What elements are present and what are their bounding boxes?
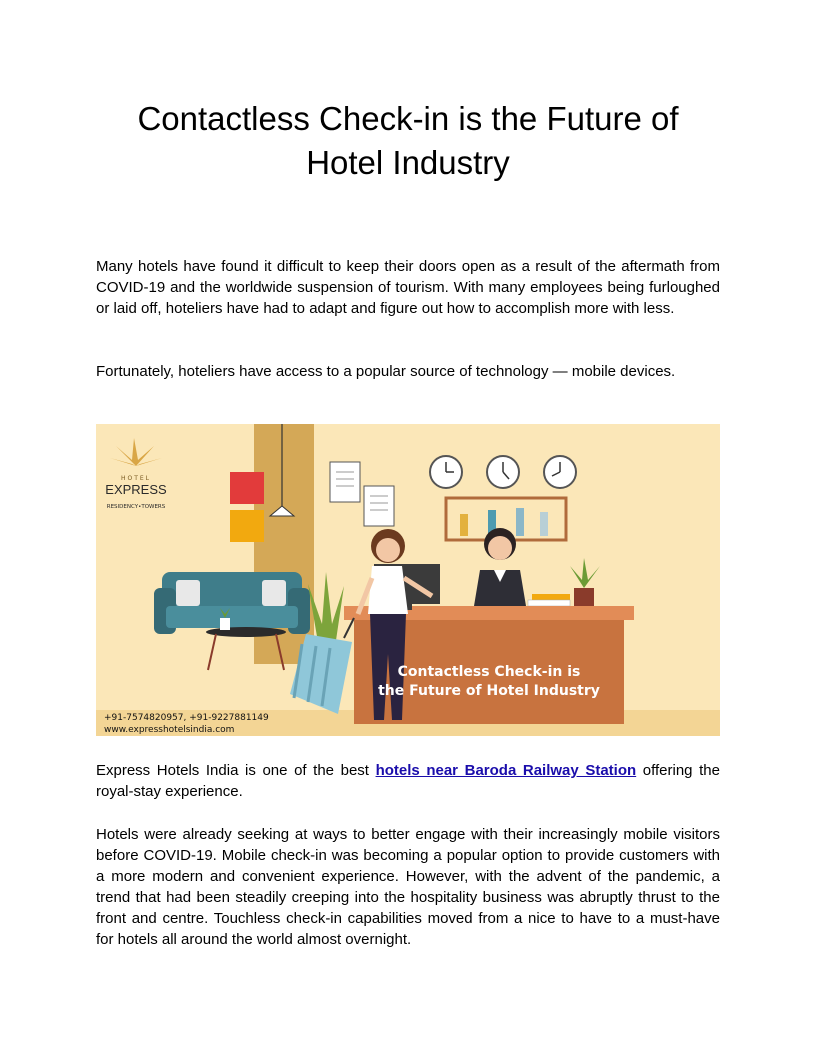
page-title: Contactless Check-in is the Future of Hotel Industry xyxy=(137,100,679,181)
mobile-devices-paragraph: Fortunately, hoteliers have access to a popular source of technology — mobile devices. xyxy=(96,363,676,380)
banner-caption-line2: the Future of Hotel Industry xyxy=(378,683,600,699)
logo-express-text: EXPRESS xyxy=(105,482,167,497)
mobile-checkin-paragraph: Hotels were already seeking at ways to better engage with their increasingly mobile visitors before COVID-19. Mobile check-in was becoming a popular option to provide customers with a more modern and convenient experience. However, with the advent of the pandemic, a trend that had been steadily creeping into the hospitality business was abruptly thrust to the front and centre. Touchless check-in capabilities moved from a nice to have to a must-have for hotels all around the world almost overnight. xyxy=(96,826,720,948)
paragraph-text-before-link: Express Hotels India is one of the best xyxy=(96,762,376,779)
paragraph-text-after-link: offering the royal-stay experience. xyxy=(96,762,720,800)
logo-residency-text: RESIDENCY•TOWERS xyxy=(106,504,166,510)
banner-website: www.expresshotelsindia.com xyxy=(104,725,235,735)
hotels-near-baroda-link[interactable]: hotels near Baroda Railway Station xyxy=(375,762,637,779)
logo-hotel-text: HOTEL xyxy=(120,475,152,482)
express-hotels-paragraph xyxy=(96,760,720,802)
wall-clocks xyxy=(430,456,576,488)
banner-caption-line1: Contactless Check-in is xyxy=(397,664,581,680)
hotel-reception-banner xyxy=(96,424,720,736)
intro-paragraph: Many hotels have found it difficult to keep their doors open as a result of the aftermath from COVID-19 and the worldwide suspension of tourism. With many employees being furloughed or laid off, hoteliers have had to adapt and figure out how to accomplish more with less. xyxy=(96,258,720,317)
banner-phone: +91-7574820957, +91-9227881149 xyxy=(104,713,269,723)
lobby-sofa xyxy=(154,572,310,634)
